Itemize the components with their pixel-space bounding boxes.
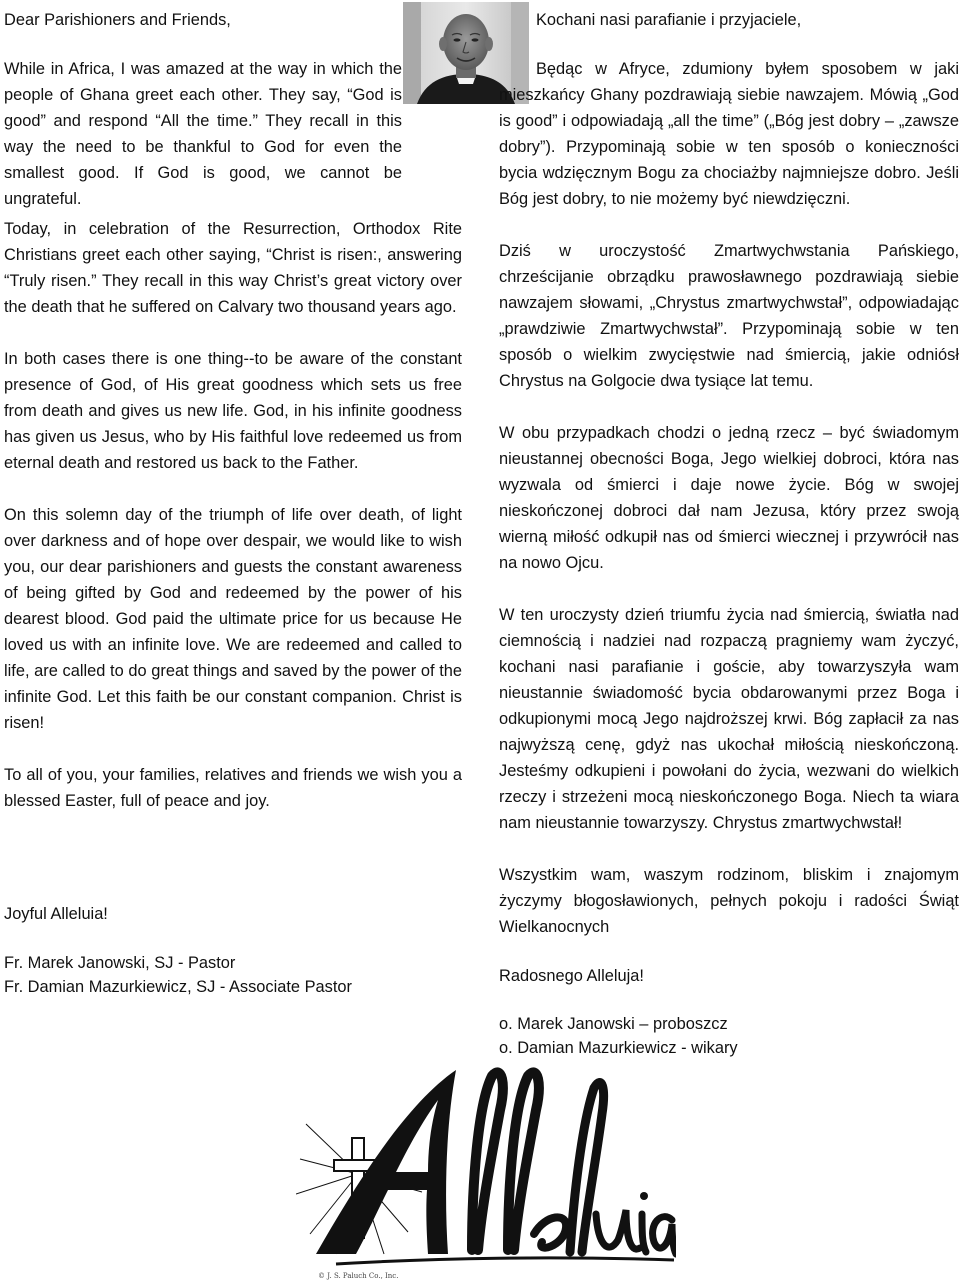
polish-signature-pastor: o. Marek Janowski – proboszcz	[499, 1015, 728, 1033]
english-salutation: Dear Parishioners and Friends,	[4, 11, 231, 29]
polish-body	[499, 56, 959, 940]
english-body	[4, 216, 462, 814]
english-paragraph-3: In both cases there is one thing--to be aware of the constant presence of God, of His great goodness which sets us free from death and gives us new life. God, in his infinite goodness has given us Jesus, who by His faithful love redeemed us from eternal death and restored us back to the Father.	[4, 350, 462, 472]
polish-salutation: Kochani nasi parafianie i przyjaciele,	[536, 11, 802, 29]
english-paragraph-4: On this solemn day of the triumph of life over death, of light over darkness and of hope over despair, we would like to wish you, our dear parishioners and guests the constant awareness of being gifted by God and redeemed by the power of his dearest blood. God paid the ultimate price for us because He loved us with an infinite love. We are redeemed and called to life, are called to do great things and saved by the power of the infinite God. Let this faith be our constant companion. Christ is risen!	[4, 506, 462, 732]
english-paragraph-1: While in Africa, I was amazed at the way in which the people of Ghana greet each other. They say, “God is good” and respond “All the time.” They recall in this way the need to be thankful to God for even the smallest good. If God is good, we cannot be ungrateful.	[4, 60, 402, 208]
english-signature-pastor: Fr. Marek Janowski, SJ - Pastor	[4, 954, 236, 972]
english-closing: Joyful Alleluia!	[4, 905, 108, 923]
alleluia-artwork	[296, 1064, 676, 1286]
underline-swash-icon	[336, 1258, 674, 1264]
polish-paragraph-1: Będąc w Afryce, zdumiony byłem sposobem w jaki mieszkańcy Ghany pozdrawiają siebie nawzajem. Mówią „God is good” i odpowiadają „all the time” („Bóg jest dobry – „zawsze dobry”). Przypominają sobie w ten sposób o konieczności bycia wdzięcznym Bogu za chociażby najmniejsze dobro. Jeśli Bóg jest dobry, to nie możemy być niewdzięczni.	[499, 60, 959, 208]
english-paragraph-1-top	[4, 56, 402, 212]
polish-paragraph-4: W ten uroczysty dzień triumfu życia nad śmiercią, światła nad ciemnością i nadziei nad rozpaczą pragniemy wam życzyć, kochani nasi parafianie i goście, aby towarzyszyła wam nieustannie świadomość bycia obdarowanymi przez Boga i odkupionymi mocą Jego najdroższej krwi. Bóg zapłacił za nas najwyższą cenę, gdyż nas ukochał miłością nieskończoną. Jesteśmy odkupieni i powołani do życia, wezwani do wielkich rzeczy i strzeżeni mocą nieskończonego Boga. Niech ta wiara nam nieustannie towarzyszy. Chrystus zmartwychwstał!	[499, 606, 959, 832]
script-letters-icon	[472, 1072, 676, 1254]
polish-closing: Radosnego Alleluja!	[499, 967, 644, 985]
artwork-copyright: © J. S. Paluch Co., Inc.	[318, 1272, 399, 1280]
english-signature-associate: Fr. Damian Mazurkiewicz, SJ - Associate Pastor	[4, 978, 352, 996]
polish-paragraph-5: Wszystkim wam, waszym rodzinom, bliskim i znajomym życzymy błogosławionych, pełnych pokoju i radości Świąt Wielkanocnych	[499, 866, 959, 936]
english-paragraph-2: Today, in celebration of the Resurrection, Orthodox Rite Christians greet each other saying, “Christ is risen:, answering “Truly risen.” They recall in this way Christ’s great victory over the death that he suffered on Calvary two thousand years ago.	[4, 220, 462, 316]
polish-paragraph-3: W obu przypadkach chodzi o jedną rzecz – być świadomym nieustannej obecności Boga, Jego wielkiej dobroci, która nas wyzwala od śmierci i daje nowe życie. Bóg w swojej nieskończonej dobroci dał nam Jezusa, który przez swoją wierną miłość odkupił nas od śmierci wiecznej i przywrócił nas na nowo Ojcu.	[499, 424, 959, 572]
alleluia-lettering-image	[296, 1064, 676, 1274]
polish-signature-associate: o. Damian Mazurkiewicz - wikary	[499, 1039, 738, 1057]
english-paragraph-5: To all of you, your families, relatives and friends we wish you a blessed Easter, full of peace and joy.	[4, 766, 462, 810]
polish-paragraph-2: Dziś w uroczystość Zmartwychwstania Pańskiego, chrześcijanie obrządku prawosławnego pozdrawiają siebie nawzajem słowami, „Chrystus zmartwychwstał”, odpowiadając „prawdziwie Zmartwychwstał”. Przypominają sobie w ten sposób o wielkim zwycięstwie nad śmiercią, jakie odniósł Chrystus na Golgocie dwa tysiące lat temu.	[499, 242, 959, 390]
